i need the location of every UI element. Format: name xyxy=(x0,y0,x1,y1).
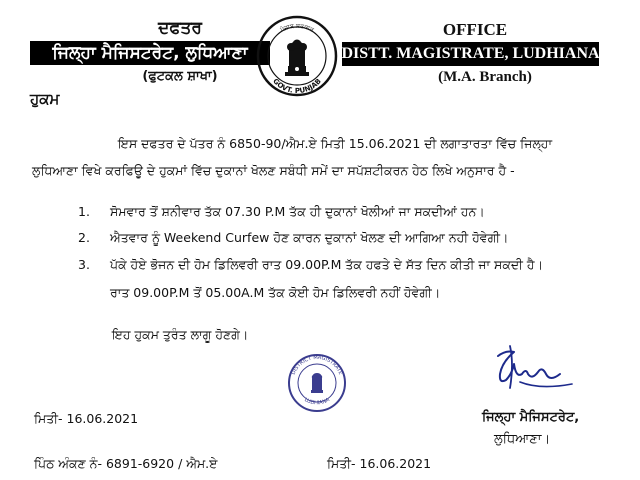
office-title-english: DISTT. MAGISTRATE, LUDHIANA xyxy=(341,45,600,62)
signatory-title: ਜਿਲ੍ਹਾ ਮੈਜਿਸਟਰੇਟ, xyxy=(482,410,580,425)
item-2-text: ਐਤਵਾਰ ਨੂੰ Weekend Curfew ਹੋਣ ਕਾਰਨ ਦੁਕਾਨਾਂ ਖੋਲਣ ਦੀ ਆਗਿਆ ਨਹੀ ਹੋਵੇਗੀ। xyxy=(110,230,509,245)
item-3-text-continued: ਰਾਤ 09.00P.M ਤੋਂ 05.00A.M ਤੱਕ ਕੋਈ ਹੋਮ ਡਿਲਿਵਰੀ ਨਹੀਂ ਹੋਵੇਗੀ। xyxy=(110,285,441,300)
item-1-number: 1. xyxy=(78,204,90,219)
svg-text:GOVT. PUNJAB xyxy=(271,77,323,95)
order-date: ਮਿਤੀ- 16.06.2021 xyxy=(34,411,139,426)
effective-immediately-line: ਇਹ ਹੁਕਮ ਤੁਰੰਤ ਲਾਗੂ ਹੋਣਗੇ। xyxy=(112,327,249,342)
stamp-text-bottom: LUDHIANA xyxy=(303,397,331,407)
intro-paragraph-line-1: ਇਸ ਦਫਤਰ ਦੇ ਪੱਤਰ ਨੰ 6850-90/ਐਮ.ਏ ਮਿਤੀ 15.06.2021 ਦੀ ਲਗਾਤਾਰਤਾ ਵਿੱਚ ਜਿਲ੍ਹਾ xyxy=(118,136,553,151)
punjab-govt-emblem xyxy=(252,14,342,100)
order-title: ਹੁਕਮ xyxy=(30,90,60,108)
branch-label-punjabi: (ਫੁਟਕਲ ਸ਼ਾਖਾ) xyxy=(142,69,218,84)
item-1-text: ਸੋਮਵਾਰ ਤੋਂ ਸ਼ਨੀਵਾਰ ਤੱਕ 07.30 P.M ਤੱਕ ਹੀ ਦੁਕਾਨਾਂ ਖੋਲੀਆਂ ਜਾ ਸਕਦੀਆਂ ਹਨ। xyxy=(110,204,485,219)
office-label-punjabi: ਦਫਤਰ xyxy=(158,18,202,38)
district-magistrate-stamp xyxy=(283,352,351,414)
signatory-city: ਲੁਧਿਆਣਾ। xyxy=(494,432,551,447)
stamp-text-top: DISTRICT MAGISTRATE xyxy=(290,354,344,376)
office-title-english-band xyxy=(342,42,599,66)
svg-text:DISTRICT MAGISTRATE xyxy=(291,355,344,376)
svg-text:LUDHIANA xyxy=(303,397,331,407)
office-title-punjabi: ਜਿਲ੍ਹਾ ਮੈਜਿਸਟਰੇਟ, ਲੁਧਿਆਣਾ xyxy=(52,43,248,63)
item-3-number: 3. xyxy=(78,257,90,272)
endorsement-number: ਪਿੰਠ ਅੰਕਣ ਨੰ- 6891-6920 / ਐਮ.ਏ xyxy=(34,456,218,471)
endorsement-date: ਮਿਤੀ- 16.06.2021 xyxy=(327,456,432,471)
item-2-number: 2. xyxy=(78,230,90,245)
item-3-text: ਪੱਕੇ ਹੋਏ ਭੋਜਨ ਦੀ ਹੋਮ ਡਿਲਿਵਰੀ ਰਾਤ 09.00P.M ਤੱਕ ਹਫਤੇ ਦੇ ਸੱਤ ਦਿਨ ਕੀਤੀ ਜਾ ਸਕਦੀ ਹੈ। xyxy=(110,257,543,272)
svg-text:ਪੰਜਾਬ ਸਰਕਾਰ xyxy=(278,23,315,35)
office-label-english: OFFICE xyxy=(442,20,508,39)
branch-label-english: (M.A. Branch) xyxy=(438,69,532,85)
signature xyxy=(480,344,580,396)
intro-paragraph-line-2: ਲੁਧਿਆਣਾ ਵਿਖੇ ਕਰਫਿਊ ਦੇ ਹੁਕਮਾਂ ਵਿੱਚ ਦੁਕਾਨਾਂ ਖੋਲਣ ਸਬੰਧੀ ਸਮੇਂ ਦਾ ਸਪੱਸ਼ਟੀਕਰਨ ਹੇਠ ਲਿਖੇ ਅਨੁਸਾਰ ਹੈ - xyxy=(32,163,515,178)
seal-text-top: ਪੰਜਾਬ ਸਰਕਾਰ xyxy=(279,22,315,34)
office-title-punjabi-band xyxy=(30,41,270,65)
seal-text-bottom: GOVT. PUNJAB xyxy=(271,77,323,96)
